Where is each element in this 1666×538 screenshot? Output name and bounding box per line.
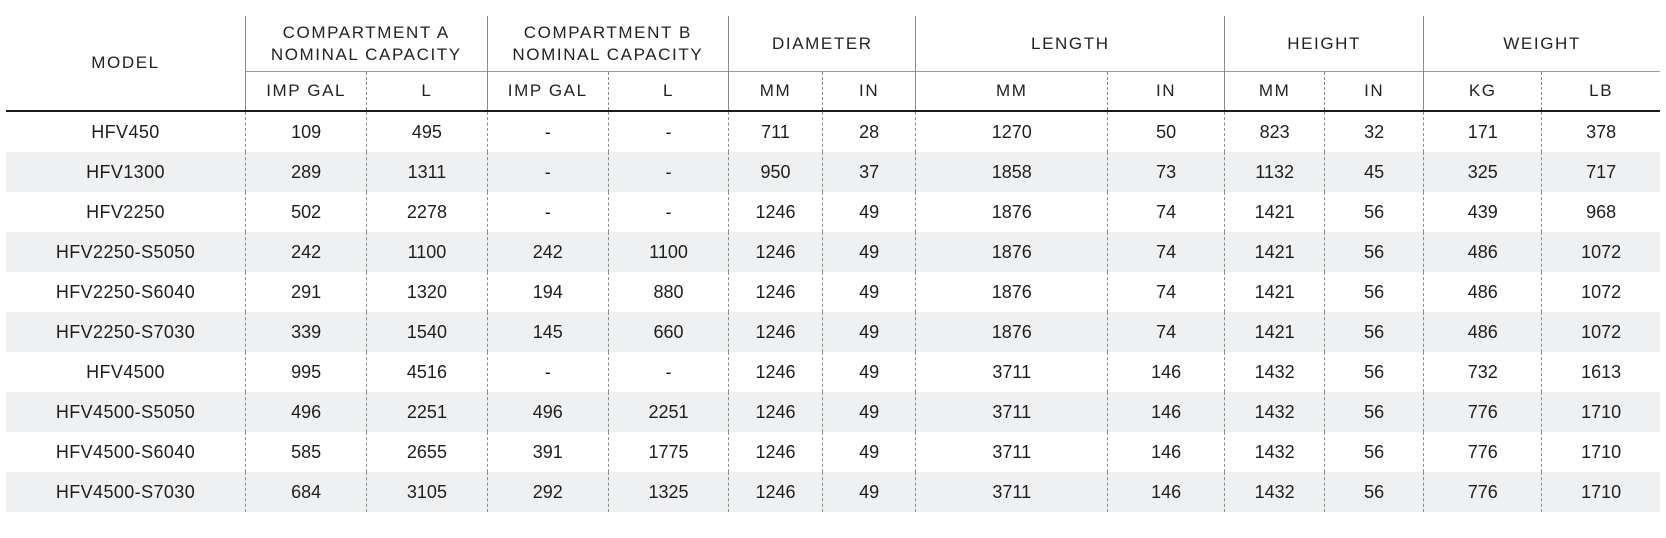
table-cell: 3711 [916, 392, 1108, 432]
table-cell: 1421 [1225, 192, 1325, 232]
table-cell: 660 [608, 312, 728, 352]
table-cell: - [608, 352, 728, 392]
table-cell: - [487, 111, 608, 152]
column-group-weight: WEIGHT [1424, 16, 1660, 72]
table-cell: 995 [245, 352, 366, 392]
table-cell: 49 [822, 392, 916, 432]
table-cell: 391 [487, 432, 608, 472]
table-row [6, 432, 1660, 472]
table-cell: - [487, 152, 608, 192]
table-cell: 2655 [367, 432, 487, 472]
table-cell: 711 [729, 111, 823, 152]
table-cell: 145 [487, 312, 608, 352]
table-cell: 502 [245, 192, 366, 232]
table-cell: 28 [822, 111, 916, 152]
table-cell: 496 [487, 392, 608, 432]
table-cell: 49 [822, 232, 916, 272]
column-group-compartment-a [245, 16, 487, 72]
table-cell: 1072 [1542, 232, 1660, 272]
table-cell: 1246 [729, 352, 823, 392]
table-cell: 3711 [916, 472, 1108, 512]
table-row [6, 192, 1660, 232]
column-group-compartment-b [487, 16, 729, 72]
unit-header: L [367, 72, 487, 112]
table-cell: 1100 [608, 232, 728, 272]
table-cell: 1775 [608, 432, 728, 472]
table-cell: 776 [1424, 432, 1542, 472]
table-cell: 1613 [1542, 352, 1660, 392]
model-name-cell: HFV450 [6, 111, 245, 152]
table-cell: 37 [822, 152, 916, 192]
table-row [6, 152, 1660, 192]
table-cell: 49 [822, 192, 916, 232]
table-cell: 56 [1325, 432, 1424, 472]
table-row [6, 232, 1660, 272]
table-cell: 1710 [1542, 392, 1660, 432]
table-cell: 1858 [916, 152, 1108, 192]
table-cell: 1132 [1225, 152, 1325, 192]
table-cell: - [608, 152, 728, 192]
table-cell: 56 [1325, 192, 1424, 232]
table-cell: 1876 [916, 192, 1108, 232]
table-cell: 968 [1542, 192, 1660, 232]
spec-table [6, 16, 1660, 512]
unit-header: IN [1325, 72, 1424, 112]
table-row [6, 352, 1660, 392]
table-cell: 495 [367, 111, 487, 152]
unit-header: MM [1225, 72, 1325, 112]
table-cell: 776 [1424, 472, 1542, 512]
header-row-groups [6, 16, 1660, 72]
table-cell: 585 [245, 432, 366, 472]
table-cell: 49 [822, 352, 916, 392]
table-cell: 73 [1108, 152, 1225, 192]
column-group-diameter: DIAMETER [729, 16, 916, 72]
table-cell: 1246 [729, 472, 823, 512]
table-cell: 3711 [916, 432, 1108, 472]
table-cell: 1421 [1225, 272, 1325, 312]
table-cell: 1246 [729, 432, 823, 472]
column-header-model: MODEL [91, 53, 160, 72]
model-name-cell: HFV2250-S6040 [55, 281, 196, 302]
table-cell: 1246 [729, 392, 823, 432]
table-cell: 49 [822, 472, 916, 512]
table-cell: 146 [1108, 432, 1225, 472]
table-cell: 74 [1108, 312, 1225, 352]
model-name-cell: HFV2250-S7030 [6, 312, 245, 352]
table-cell: 1246 [729, 232, 823, 272]
table-cell: 242 [487, 232, 608, 272]
table-cell: 950 [729, 152, 823, 192]
table-cell: 1311 [367, 152, 487, 192]
table-cell: 50 [1108, 111, 1225, 152]
table-row [6, 272, 1660, 312]
table-cell: 1876 [916, 312, 1108, 352]
unit-header: L [608, 72, 728, 112]
table-cell: 439 [1424, 192, 1542, 232]
table-cell: 1320 [367, 272, 487, 312]
table-cell: 3711 [916, 352, 1108, 392]
table-cell: 2278 [367, 192, 487, 232]
table-cell: 1270 [916, 111, 1108, 152]
table-cell: 74 [1108, 232, 1225, 272]
group-title-line: NOMINAL CAPACITY [270, 44, 462, 64]
table-cell: 32 [1325, 111, 1424, 152]
table-row [6, 472, 1660, 512]
unit-header: IN [822, 72, 916, 112]
model-name-cell: HFV4500-S5050 [6, 392, 245, 432]
table-cell: 823 [1225, 111, 1325, 152]
table-cell: 2251 [608, 392, 728, 432]
table-cell: 45 [1325, 152, 1424, 192]
table-cell: 2251 [367, 392, 487, 432]
table-row [6, 392, 1660, 432]
table-cell: 486 [1424, 312, 1542, 352]
group-title-line: COMPARTMENT B [523, 22, 692, 42]
table-cell: 486 [1424, 272, 1542, 312]
table-cell: 291 [245, 272, 366, 312]
table-cell: 1432 [1225, 432, 1325, 472]
table-cell: 49 [822, 432, 916, 472]
table-cell: 1540 [367, 312, 487, 352]
model-name-cell: HFV2250-S5050 [6, 232, 245, 272]
table-cell: 880 [608, 272, 728, 312]
table-cell: 1325 [608, 472, 728, 512]
group-title-line: NOMINAL CAPACITY [512, 44, 704, 64]
table-cell: - [608, 111, 728, 152]
column-group-height: HEIGHT [1225, 16, 1424, 72]
table-cell: 146 [1108, 352, 1225, 392]
table-cell: 1246 [729, 272, 823, 312]
table-cell: 146 [1108, 472, 1225, 512]
table-cell: 732 [1424, 352, 1542, 392]
table-row [6, 111, 1660, 152]
table-cell: 56 [1325, 272, 1424, 312]
model-name-cell: HFV4500-S6040 [55, 441, 196, 462]
table-cell: 74 [1108, 272, 1225, 312]
table-cell: - [487, 192, 608, 232]
table-cell: 378 [1542, 111, 1660, 152]
table-cell: 49 [822, 312, 916, 352]
table-cell: 339 [245, 312, 366, 352]
table-cell: 194 [487, 272, 608, 312]
unit-header: MM [729, 72, 823, 112]
table-cell: 496 [245, 392, 366, 432]
table-cell: 486 [1424, 232, 1542, 272]
table-cell: 292 [487, 472, 608, 512]
table-cell: 717 [1542, 152, 1660, 192]
table-cell: 4516 [367, 352, 487, 392]
table-cell: 1710 [1542, 432, 1660, 472]
table-cell: 242 [245, 232, 366, 272]
table-cell: 1421 [1225, 312, 1325, 352]
table-cell: 1710 [1542, 472, 1660, 512]
unit-header: KG [1424, 72, 1542, 112]
table-cell: 1072 [1542, 272, 1660, 312]
table-cell: 56 [1325, 472, 1424, 512]
table-cell: 1432 [1225, 352, 1325, 392]
unit-header: IMP GAL [487, 72, 608, 112]
table-row [6, 312, 1660, 352]
table-cell: 1876 [916, 272, 1108, 312]
table-cell: 56 [1325, 232, 1424, 272]
model-name-cell: HFV4500 [86, 361, 165, 382]
table-cell: - [487, 352, 608, 392]
column-group-length: LENGTH [916, 16, 1225, 72]
table-cell: 684 [245, 472, 366, 512]
table-cell: 1432 [1225, 472, 1325, 512]
table-cell: 1421 [1225, 232, 1325, 272]
table-cell: 49 [822, 272, 916, 312]
table-cell: 1246 [729, 192, 823, 232]
table-cell: - [608, 192, 728, 232]
table-cell: 146 [1108, 392, 1225, 432]
table-cell: 56 [1325, 352, 1424, 392]
table-cell: 1072 [1542, 312, 1660, 352]
table-cell: 1100 [367, 232, 487, 272]
table-cell: 3105 [367, 472, 487, 512]
model-name-cell: HFV1300 [6, 152, 245, 192]
table-cell: 325 [1424, 152, 1542, 192]
table-cell: 56 [1325, 312, 1424, 352]
model-name-cell: HFV4500-S7030 [6, 472, 245, 512]
group-title-line: COMPARTMENT A [282, 22, 450, 42]
header-row-units [6, 72, 1660, 112]
model-name-cell: HFV2250 [86, 201, 165, 222]
table-cell: 56 [1325, 392, 1424, 432]
table-cell: 289 [245, 152, 366, 192]
table-cell: 1246 [729, 312, 823, 352]
unit-header: IMP GAL [245, 72, 366, 112]
table-cell: 171 [1424, 111, 1542, 152]
unit-header: MM [916, 72, 1108, 112]
table-cell: 1432 [1225, 392, 1325, 432]
table-body [6, 111, 1660, 512]
table-cell: 109 [245, 111, 366, 152]
unit-header: IN [1108, 72, 1225, 112]
unit-header: LB [1542, 72, 1660, 112]
table-cell: 776 [1424, 392, 1542, 432]
table-cell: 74 [1108, 192, 1225, 232]
table-cell: 1876 [916, 232, 1108, 272]
